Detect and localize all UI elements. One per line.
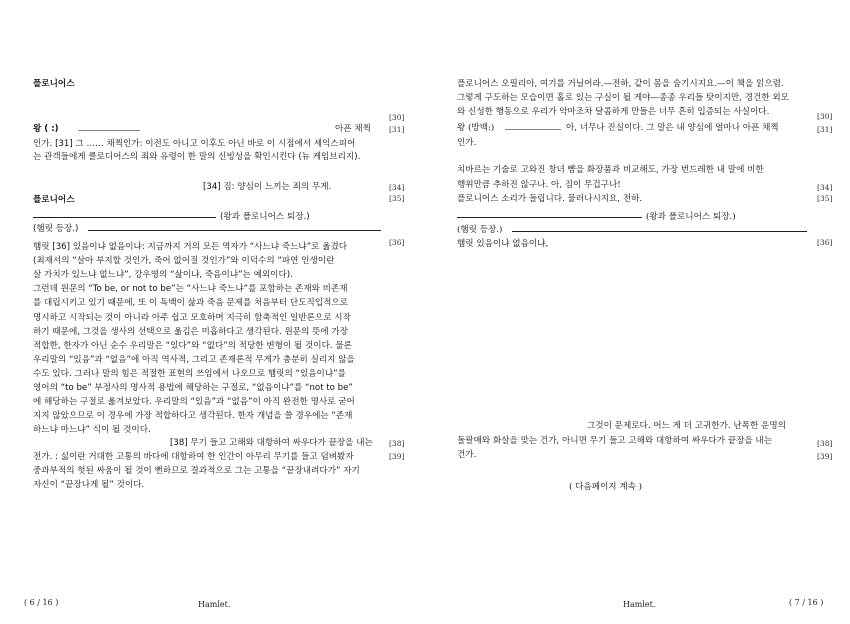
footnote-36-line: (최재서의 “살아 부지할 것인가, 죽어 없어질 것인가”와 이덕수의 “파연 인생이란 [33, 256, 335, 267]
stage-rule-left-right [457, 217, 642, 218]
blank-underline-right [505, 129, 561, 130]
footnote-36-line: 살 가치가 있느냐 없느냐”, 강우영의 “삶이냐, 죽음이냐”는 예외이다). [33, 270, 293, 281]
play-line-3: 와 신성한 행동으로 우리가 악마조차 달콤하게 만들은 너무 흔히 입증되는 사실이다. [457, 107, 770, 117]
play-line-10: 그것이 문제로다. 어느 게 더 고귀한가. 난폭한 운명의 [587, 421, 786, 431]
footnote-36-line: 에 해당하는 구절로 옮겨보았다. 우리말의 “있음”과 “없음”이 아직 완전한 명사로 굳어 [33, 397, 355, 408]
line-number-34: [34] [389, 183, 405, 192]
footnote-36-line: 영어의 “to be” 부정사의 명사적 용법에 해당하는 구절로, “없음이냐”를 “not to be” [33, 383, 353, 393]
line-number-30: [30] [389, 113, 405, 122]
play-line-2: 그렇게 구도하는 모습이면 홀로 있는 구실이 될 게야—종종 우리들 탓이지만, 경건한 외모 [457, 93, 789, 103]
stage-direction-exit: (왕과 폴로니어스 퇴장.) [220, 212, 310, 222]
line-number-38-right: [38] [817, 439, 833, 448]
stage-direction-exit-right: (왕과 폴로니어스 퇴장.) [646, 212, 736, 222]
footnote-34: [34] 짐: 양심이 느끼는 죄의 무게. [203, 182, 332, 192]
running-title-left: Hamlet. [198, 600, 231, 609]
footnote-36-line: 우리말의 “있음”과 “없음”에 아직 역사적, 그리고 존재론적 무게가 충분히 실리지 않을 [33, 354, 355, 365]
page-number-left: ( 6 / 16 ) [24, 598, 59, 607]
footnote-31-line2: 는 관객들에게 클로디어스의 죄와 유령이 한 말의 신빙성을 확인시킨다 (뉴 케임브리지). [33, 152, 361, 162]
footnote-36-line: 적합한, 한자가 아닌 순수 우리말은 “있다”와 “없다”의 적당한 변형이 될 것이다. 물론 [33, 340, 352, 351]
play-line-5: 인가. [457, 138, 477, 148]
footnote-36-line: 햄릿 [36] 있음이냐 없음이냐: 지금까지 거의 모든 역자가 “사느냐 죽느냐”로 옮겼다 [33, 242, 348, 252]
footnote-36-line: 하기 때문에, 그것을 생사의 선택으로 옮김은 미흡하다고 생각된다. 원문의 뜻에 가장 [33, 326, 349, 337]
blank-underline [78, 130, 140, 131]
footnote-39-line3: 자신이 “끝장나게 될” 것이다. [33, 480, 145, 490]
stage-rule-right-right [512, 231, 807, 232]
footnote-39-line1: 전가. : 싫이란 거대한 고통의 바다에 대항하여 한 인간이 아무리 무기를 들고 덤벼봤자 [33, 452, 354, 462]
speaker-polonius-2: 플로니어스 [33, 195, 75, 205]
play-line-11: 돌팔매와 화살을 맞는 건가, 아니면 무기 들고 고해와 대항하여 싸우다가 끝장을 내는 [457, 436, 773, 446]
page-number-right: ( 7 / 16 ) [789, 598, 824, 607]
line-number-36: [36] [389, 238, 405, 247]
line-number-30-right: [30] [817, 112, 833, 121]
play-line-8: 플로니어스 소리가 들립니다. 물러나시지요, 전하. [457, 194, 643, 204]
running-title-right: Hamlet. [623, 600, 656, 609]
line-number-35: [35] [389, 194, 405, 203]
line-number-31: [31] [389, 125, 405, 134]
play-line-4: 왕 (방백:) [457, 123, 495, 133]
footnote-36-line: 지지 않았으므로 이 경우에 가장 적합하다고 생각된다. 한자 개념을 쓸 경우에는 “존재 [33, 411, 353, 422]
line-number-35-right: [35] [817, 194, 833, 203]
stage-direction-enter: (햄릿 등장.) [33, 224, 79, 234]
stage-direction-enter-right: (햄릿 등장.) [457, 225, 503, 235]
line-number-36-right: [36] [817, 238, 833, 247]
stage-rule-left [33, 217, 216, 218]
continued-notice: ( 다음페이지 계속 ) [569, 482, 643, 492]
speaker-polonius-1: 플로니어스 [33, 79, 75, 89]
footnote-36-line: 하느냐 마느냐” 식이 될 것이다. [33, 425, 151, 436]
stage-rule-right [88, 230, 381, 231]
footnote-36-line: 그런데 원문의 “To be, or not to be”는 “사느냐 죽느냐”를 포함하는 존재와 비존재 [33, 284, 348, 295]
fragment-text: 아픈 채찍 [335, 124, 371, 134]
play-line-4b: 아, 너무나 진실이다. 그 말은 내 양심에 얼마나 아픈 채찍 [566, 123, 779, 133]
play-line-7: 행위만큼 추하진 않구나. 아, 짐이 무겁구나! [457, 180, 621, 190]
line-number-31-right: [31] [817, 125, 833, 134]
line-number-39-right: [39] [817, 452, 833, 461]
footnote-39-line2: 중과부적의 헛된 싸움이 될 것이 뻔하므로 결과적으로 그는 고통을 “끝장내려다가” 자기 [33, 466, 360, 476]
footnote-36-line: 수도 있다. 그러나 말의 힘은 적절한 표현의 쓰임에서 나오므로 햄릿의 “있음이냐”를 [33, 368, 346, 379]
footnote-36-line: 를 대립시키고 있기 때문에, 또 이 독백이 삶과 죽음 문제를 처음부터 단도직입적으로 [33, 298, 349, 309]
play-line-6: 치바르는 기술로 고와진 창녀 뺨을 화장품과 비교해도, 가장 번드레한 내 말에 비한 [457, 165, 764, 175]
line-number-39: [39] [389, 452, 405, 461]
footnote-36-line: 명시하고 시작되는 것이 아니라 아주 쉽고 모호하며 지극히 함축적인 일반론으로 시작 [33, 312, 351, 323]
play-line-9: 햄릿 있음이냐 없음이냐, [457, 239, 549, 249]
line-number-38: [38] [389, 439, 405, 448]
play-line-12: 건가. [457, 450, 477, 460]
footnote-38: [38] 무기 들고 고해와 대항하여 싸우다가 끝장을 내는 [170, 438, 373, 448]
play-line-1: 플로니어스 오필리아, 여기를 거닐어라.—전하, 같이 몸을 숨기시지요.—이 책을 읽으렴. [457, 79, 784, 89]
footnote-31-line1: 인가. [31] 그 …… 채찍인가: 이전도 아니고 이후도 아닌 바로 이 시점에서 셰익스피어 [33, 139, 356, 149]
line-number-34-right: [34] [817, 183, 833, 192]
speaker-king-label: 왕 ( :) [33, 124, 59, 134]
